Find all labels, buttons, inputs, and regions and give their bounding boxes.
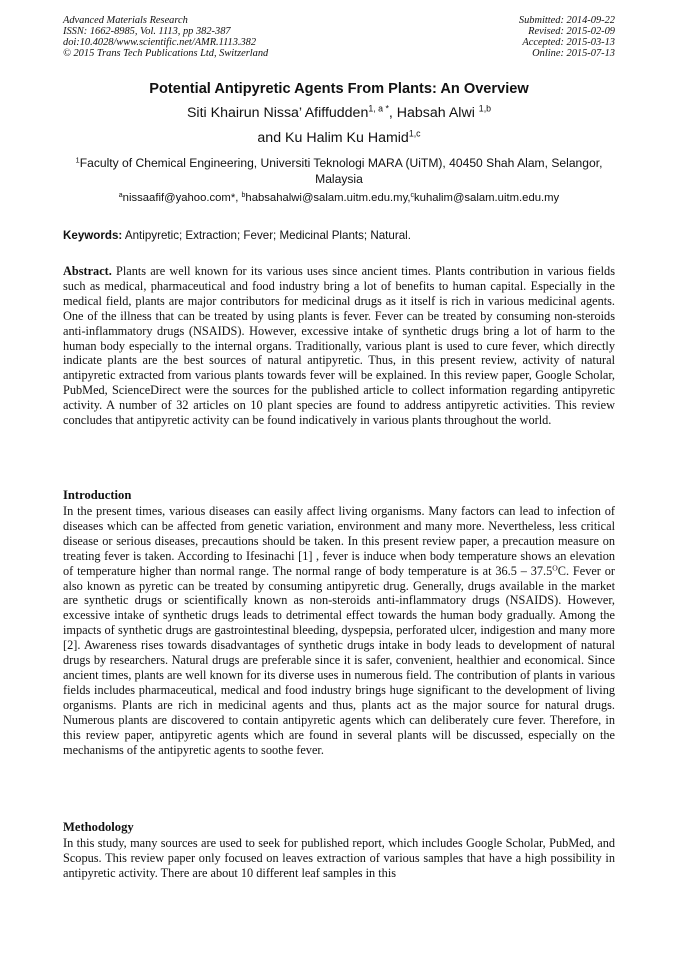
date-accepted: Accepted: 2015-03-13 xyxy=(522,37,615,48)
abstract xyxy=(63,264,615,428)
affiliation-text: Faculty of Chemical Engineering, Universiti Teknologi MARA (UiTM), 40450 Shah Alam, Selangor, Malaysia xyxy=(79,156,603,186)
author-emails xyxy=(0,192,678,204)
degree-marker: O xyxy=(552,563,558,573)
affiliation-marker: 1 xyxy=(75,155,80,165)
email-a: nissaafif@yahoo.com*, xyxy=(122,192,242,204)
journal-issn: ISSN: 1662-8985, Vol. 1113, pp 382-387 xyxy=(63,26,231,37)
authors-line-2 xyxy=(0,130,678,146)
keywords-label: Keywords: xyxy=(63,229,123,242)
methodology-text: In this study, many sources are used to seek for published report, which includes Google Scholar, PubMed, and Scopus. This review paper only focused on leaves extraction of various samples that have a high possibility in antipyretic activity. There are about 10 different leaf samples in this xyxy=(63,836,615,880)
journal-doi: doi:10.4028/www.scientific.net/AMR.1113.382 xyxy=(63,37,257,48)
journal-name: Advanced Materials Research xyxy=(63,15,188,26)
abstract-label: Abstract. xyxy=(63,264,112,278)
email-b-marker: b xyxy=(241,191,246,199)
publication-dates xyxy=(519,15,615,59)
paper-title: Potential Antipyretic Agents From Plants: An Overview xyxy=(149,81,529,97)
journal-info xyxy=(63,15,268,59)
date-revised: Revised: 2015-02-09 xyxy=(528,26,615,37)
author-3-name: and Ku Halim Ku Hamid xyxy=(257,130,409,146)
keywords-list: Antipyretic; Extraction; Fever; Medicinal Plants; Natural. xyxy=(122,229,411,242)
author-2-name: , Habsah Alwi xyxy=(388,105,479,121)
author-1-name: Siti Khairun Nissa’ Afiffudden xyxy=(186,105,369,121)
author-3-affiliation-marker: 1,c xyxy=(408,128,421,139)
methodology-heading: Methodology xyxy=(63,820,134,834)
keywords xyxy=(63,229,615,242)
date-submitted: Submitted: 2014-09-22 xyxy=(518,15,615,26)
email-c-marker: c xyxy=(410,191,415,199)
introduction-heading: Introduction xyxy=(63,488,132,502)
email-b: habsahalwi@salam.uitm.edu.my, xyxy=(245,192,411,204)
journal-copyright: © 2015 Trans Tech Publications Ltd, Switzerland xyxy=(63,48,269,59)
email-c: kuhalim@salam.uitm.edu.my xyxy=(414,192,560,204)
introduction-part-1: In the present times, various diseases can easily affect living organisms. Many factors can lead to infection of diseases which can be affected from genetic variation, environment and many more. Nevertheless, less critical disease or serious diseases, precautions should be taken. In this present review paper, a precaution measure on treating fever is taken. According to Ifesinachi [1] , fever is induce when body temperature shows an elevation of temperature higher than normal range. The normal range of body temperature is at 36.5 – 37.5 xyxy=(63,504,615,578)
introduction-text xyxy=(63,504,615,757)
affiliation xyxy=(60,155,618,187)
date-online: Online: 2015-07-13 xyxy=(532,48,615,59)
email-a-marker: a xyxy=(118,191,123,199)
author-1-affiliation-marker: 1, a * xyxy=(368,103,389,114)
authors-line-1 xyxy=(0,105,678,121)
abstract-text: Plants are well known for its various uses since ancient times. Plants contribution in various fields such as medical, pharmaceutical and food industry bring a lot of benefits to human capital. Especially in the medical field, plants are major contributors for medicinal drugs as it itself is rich in various medicinal agents. One of the illness that can be treated by using plants is fever. Fever can be treated by consuming non-steroids anti-inflammatory drugs (NSAIDS). However, excessive intake of synthetic drugs bring a lot of harm to the human body especially to the internal organs. Traditionally, various plant is used to cure fever, which directly indicate plants are the best sources of natural antipyretic. Thus, in this present review, activity of natural antipyretic extracted from various plants towards fever will be explained. In this review paper, Google Scholar, PubMed, ScienceDirect were the sources for the published article to collect information regarding antipyretic activity. A number of 32 articles on 10 plant species are found to address antipyretic activities. This review concludes that antipyretic activity can be found indicatively in various plants throughout the world. xyxy=(63,264,615,428)
introduction-part-2: C. Fever or also known as pyretic can be treated by consuming antipyretic drug. Generally, drugs available in the market are synthetic drugs or scientifically known as non-steroids anti-inflammatory drugs (NSAIDS). However, excessive intake of synthetic drugs leads to detrimental effect towards the human body gradually. Among the impacts of synthetic drugs are gastrointestinal bleeding, dyspepsia, perforated ulcer, indigestion and many more [2]. Awareness rises towards disadvantages of synthetic drugs intake in body leads to development of natural drugs by researchers. Natural drugs are preferable since it is safer, convenient, healthier and economical. Since ancient times, plants are well known for its diverse uses in numerous field. The contribution of plants in various fields includes pharmaceutical, medical and food industry brings huge significant to the development of living organisms. Plants are rich in medicinal agents and thus, plants act as the major source for natural drugs. Numerous plants are discovered to contain antipyretic agents which can deliberately cure fever. Therefore, in this review paper, antipyretic agents which are found in several plants will be discussed, especially on the mechanisms of the antipyretic agents to soothe fever. xyxy=(63,563,615,757)
author-2-affiliation-marker: 1,b xyxy=(478,103,492,114)
